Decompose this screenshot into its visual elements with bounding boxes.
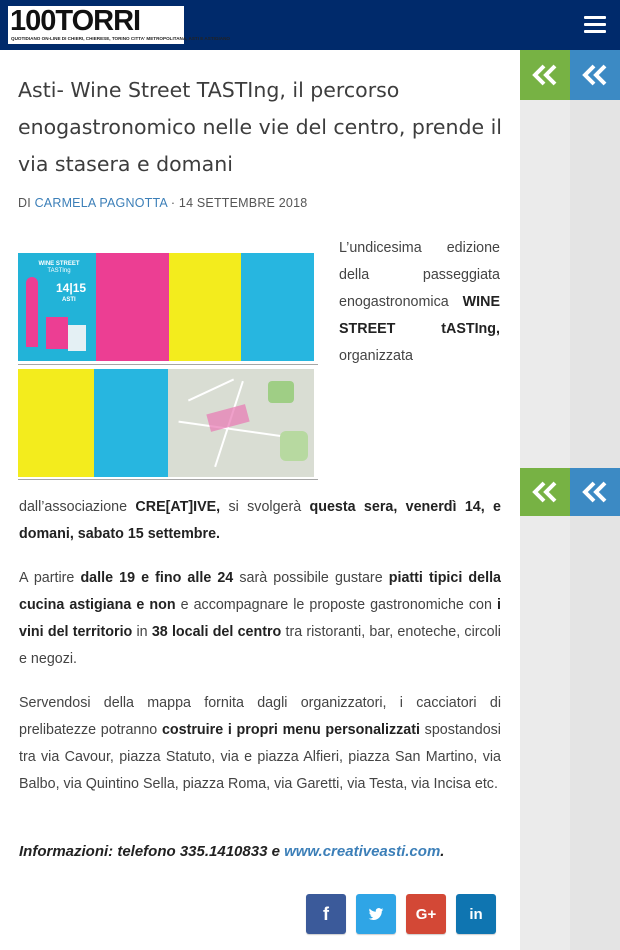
- p3-text-a: Servendosi della mappa fornita dagli organizzatori, i cacciatori di prelibatezze potranno: [19, 695, 501, 738]
- site-logo[interactable]: [8, 5, 230, 44]
- author-link[interactable]: CARMELA PAGNOTTA: [34, 196, 168, 210]
- poster-title: WINE STREET: [38, 261, 80, 267]
- article-paragraph-3: [19, 690, 501, 798]
- poster-top-row: [18, 253, 314, 361]
- logo-text: 100TORRI: [10, 5, 141, 37]
- googleplus-share-button[interactable]: [406, 894, 446, 934]
- info-end: .: [440, 843, 445, 860]
- p1-org: CRE[AT]IVE,: [135, 499, 221, 515]
- top-bar: [0, 0, 620, 50]
- meta-separator: ·: [167, 196, 179, 210]
- poster-panel-yellow: [169, 253, 241, 361]
- article-title: Asti- Wine Street TASTIng, il percorso enogastronomico nelle vie del centro, prende il via stasera e domani: [18, 78, 503, 176]
- poster-divider: [18, 364, 318, 365]
- facebook-icon: f: [323, 903, 329, 924]
- double-chevron-left-icon: [582, 64, 608, 86]
- p2-text-i: tra ristoranti, bar, enoteche, circoli e negozi.: [19, 624, 501, 667]
- poster-dates: 14|15: [56, 281, 87, 295]
- poster-panel-blue: [241, 253, 314, 361]
- twitter-share-button[interactable]: [356, 894, 396, 934]
- double-chevron-left-icon: [532, 64, 558, 86]
- p2-text-a: A partire: [19, 570, 81, 586]
- article-paragraph-1: [19, 494, 501, 548]
- p1-dates: questa sera, venerdì 14, e domani, sabato 15 settembre.: [19, 499, 501, 542]
- prev-article-button[interactable]: [520, 50, 570, 100]
- prev-article-alt-button[interactable]: [570, 50, 620, 100]
- info-label: Informazioni: telefono 335.1410833 e: [19, 843, 285, 860]
- p2-hours: dalle 19 e fino alle 24: [80, 570, 234, 586]
- p3-menus: costruire i propri menu personalizzati: [161, 722, 420, 738]
- poster-bottom-row: [18, 369, 314, 477]
- linkedin-icon: in: [469, 905, 483, 923]
- article-date: 14 SETTEMBRE 2018: [178, 196, 308, 210]
- intro-event-name: WINE STREET tASTIng,: [339, 294, 500, 337]
- double-chevron-left-icon: [532, 481, 558, 503]
- poster-panel-cyan: [18, 253, 96, 361]
- intro-text: L’undicesima edizione della passeggiata enogastronomica: [339, 240, 500, 310]
- poster-subtitle: TASTIng: [47, 268, 71, 274]
- p2-text-c: sarà possibile gustare: [233, 570, 389, 586]
- logo-tagline: QUOTIDIANO ON-LINE DI CHIERI, CHIERESE, TORINO CITTA' METROPOLITANA, ASTI E ASTIGIANO: [11, 36, 230, 41]
- p1-text: dall’associazione: [19, 499, 136, 515]
- double-chevron-left-icon: [582, 481, 608, 503]
- next-article-button[interactable]: [520, 468, 570, 516]
- poster-panel-yellow-2: [18, 369, 94, 477]
- p3-text-c: spostandosi tra via Cavour, piazza Statuto, via e piazza Alfieri, piazza San Martino, via Balbo, via Quintino Sella, piazza Roma, via Garetti, via Testa, via Incisa etc.: [19, 722, 501, 792]
- event-poster-image[interactable]: [18, 253, 318, 480]
- website-link[interactable]: www.creativeasti.com: [284, 843, 441, 860]
- poster-panel-pink: [96, 253, 169, 361]
- info-line: [19, 843, 444, 860]
- p2-dishes: piatti tipici della cucina astigiana e non: [19, 570, 501, 613]
- meta-prefix: DI: [18, 196, 35, 210]
- poster-city: ASTI: [62, 297, 76, 303]
- poster-panel-cyan-2: [94, 369, 168, 477]
- twitter-bird-icon: [368, 906, 384, 922]
- poster-map: [168, 369, 314, 477]
- poster-bottom-line: [18, 479, 318, 480]
- next-article-alt-button[interactable]: [570, 468, 620, 516]
- hamburger-icon[interactable]: [584, 16, 606, 34]
- googleplus-icon: G+: [415, 905, 437, 923]
- intro-text-end: organizzata: [339, 348, 413, 364]
- p1-text-2: si svolgerà: [220, 499, 310, 515]
- p2-text-g: in: [132, 624, 152, 640]
- p2-text-e: e accompagnare le proposte gastronomiche con: [175, 597, 498, 613]
- facebook-share-button[interactable]: [306, 894, 346, 934]
- article-paragraph-2: [19, 565, 501, 673]
- p2-venues: 38 locali del centro: [151, 624, 282, 640]
- p2-wines: i vini del territorio: [19, 597, 501, 640]
- article-meta: [18, 196, 307, 210]
- article-intro: [339, 235, 500, 370]
- linkedin-share-button[interactable]: [456, 894, 496, 934]
